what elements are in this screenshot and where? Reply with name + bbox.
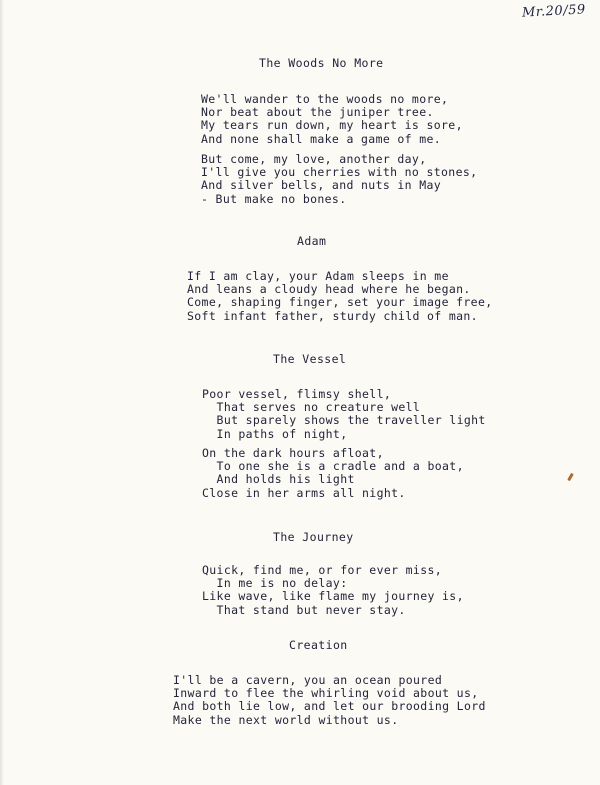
poem-line: We'll wander to the woods no more, [201,92,449,106]
poem-line: Like wave, like flame my journey is, [202,589,464,604]
poem-stanza [202,447,464,500]
poem-line: That serves no creature well [202,400,421,415]
poem-line: - But make no bones. [201,191,347,206]
poem-line: I'll give you cherries with no stones, [201,165,478,180]
poem-stanza [202,388,486,441]
poem-line: And both lie low, and let our brooding Lord [173,699,486,714]
poem-title: The Journey [273,530,354,544]
poem-line: To one she is a cradle and a boat, [202,459,464,474]
poem-line: On the dark hours afloat, [202,446,384,460]
poem-line: And holds his light [202,472,355,487]
poem-line: But sparely shows the traveller light [202,413,486,428]
poem-line: Quick, find me, or for ever miss, [202,563,443,577]
poem-title: The Woods No More [259,56,384,70]
poem-line: And silver bells, and nuts in May [201,178,442,193]
poem-line: If I am clay, your Adam sleeps in me [187,269,449,283]
poem-line: And none shall make a game of me. [201,131,442,146]
poem-stanza [201,153,477,206]
poem-stanza [202,564,464,617]
poem-line: In me is no delay: [202,576,348,591]
poem-line: Inward to flee the whirling void about us, [173,686,479,701]
poem-line: Nor beat about the juniper tree. [201,105,434,120]
handwritten-catalog-note: Mr.20/59 [521,2,587,21]
poem-line: But come, my love, another day, [201,152,427,166]
poem-line: My tears run down, my heart is sore, [201,118,463,133]
poem-line: And leans a cloudy head where he began. [187,282,471,297]
poem-stanza [187,270,493,323]
poem-line: Make the next world without us. [173,712,399,727]
poem-title: Creation [289,638,348,652]
poem-title: Adam [297,234,327,248]
poem-line: That stand but never stay. [202,602,406,617]
ink-mark [567,473,574,481]
poem-line: Close in her arms all night. [202,485,406,500]
poem-stanza [201,93,463,146]
poem-line: Come, shaping finger, set your image free, [187,295,493,310]
poem-title: The Vessel [273,352,347,366]
poem-line: Poor vessel, flimsy shell, [202,387,392,401]
page-edge-shadow [0,0,4,785]
poem-line: I'll be a cavern, you an ocean poured [173,673,443,687]
poem-line: Soft infant father, sturdy child of man. [187,308,478,323]
poem-stanza [173,674,486,727]
poem-line: In paths of night, [202,426,348,441]
